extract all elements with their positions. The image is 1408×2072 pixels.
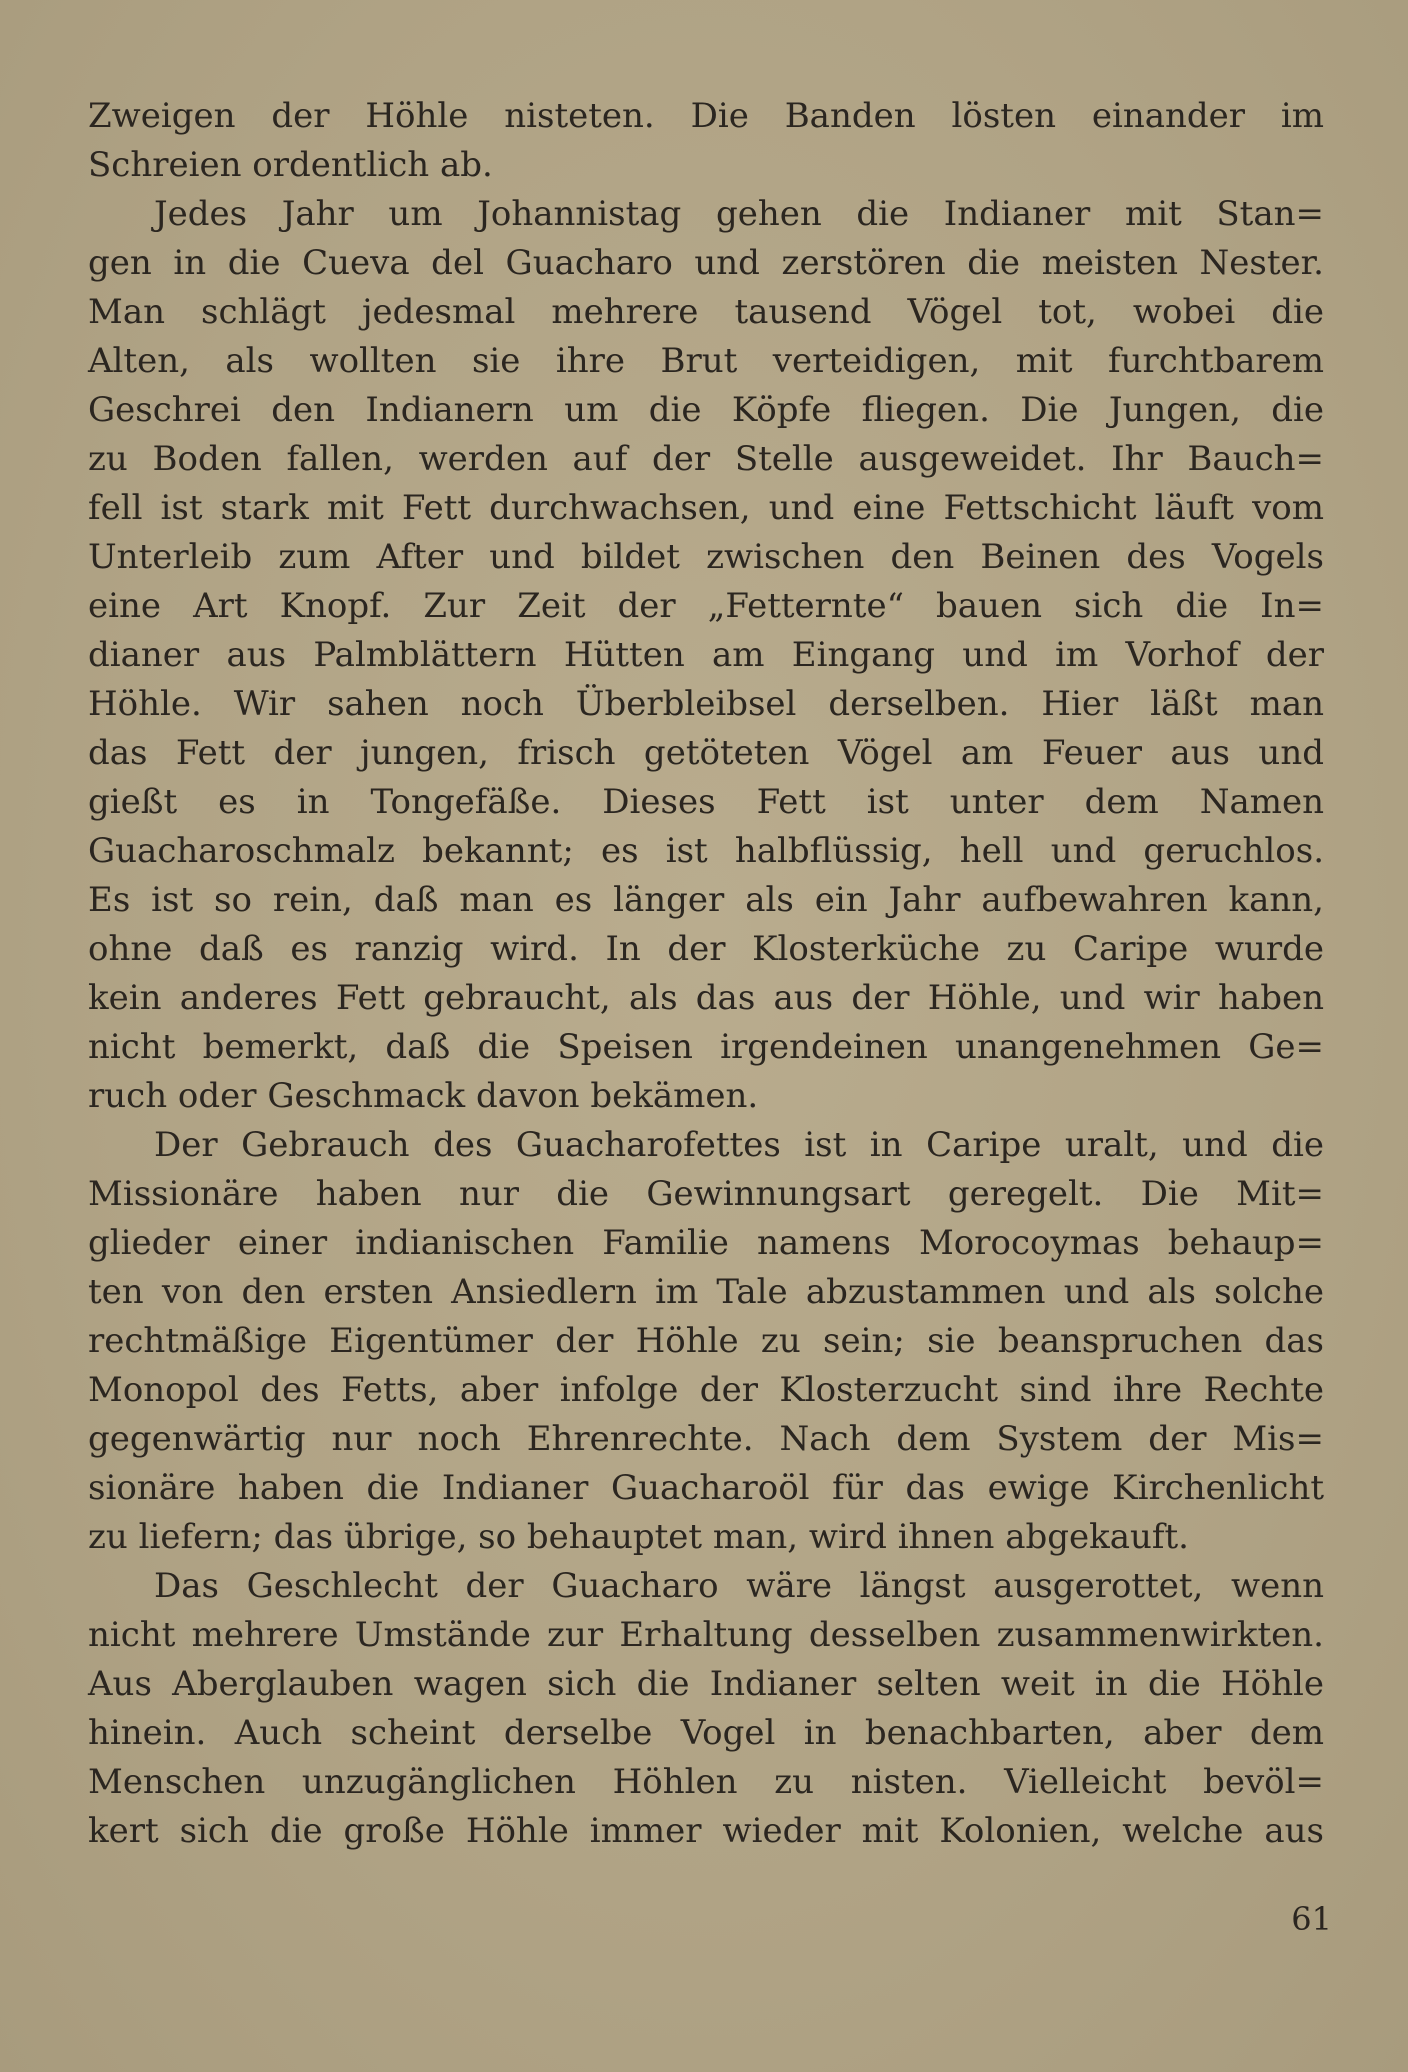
- text-line: Schreien ordentlich ab.: [88, 145, 493, 185]
- text-line: fell ist stark mit Fett durchwachsen, und eine Fettschicht läuft vom: [88, 488, 1324, 528]
- text-line: gegenwärtig nur noch Ehrenrechte. Nach dem System der Mis=: [88, 1419, 1324, 1459]
- text-line: ohne daß es ranzig wird. In der Klosterküche zu Caripe wurde: [88, 929, 1324, 969]
- text-line: gießt es in Tongefäße. Dieses Fett ist unter dem Namen: [88, 782, 1324, 822]
- text-line: Man schlägt jedesmal mehrere tausend Vögel tot, wobei die: [88, 292, 1324, 332]
- body-text: [88, 92, 1324, 1856]
- page-number: 61: [1291, 1900, 1332, 1938]
- text-line: rechtmäßige Eigentümer der Höhle zu sein; sie beanspruchen das: [88, 1321, 1324, 1361]
- text-line: dianer aus Palmblättern Hütten am Eingang und im Vorhof der: [88, 635, 1324, 675]
- text-line: sionäre haben die Indianer Guacharoöl für das ewige Kirchenlicht: [88, 1468, 1324, 1508]
- text-line: Es ist so rein, daß man es länger als ein Jahr aufbewahren kann,: [88, 880, 1324, 920]
- text-line: Geschrei den Indianern um die Köpfe fliegen. Die Jungen, die: [88, 390, 1324, 430]
- text-line: Höhle. Wir sahen noch Überbleibsel derselben. Hier läßt man: [88, 684, 1324, 724]
- text-line: ten von den ersten Ansiedlern im Tale abzustammen und als solche: [88, 1272, 1324, 1312]
- text-line: Monopol des Fetts, aber infolge der Klosterzucht sind ihre Rechte: [88, 1370, 1324, 1410]
- text-line: Guacharoschmalz bekannt; es ist halbflüssig, hell und geruchlos.: [88, 831, 1324, 871]
- text-line: hinein. Auch scheint derselbe Vogel in benachbarten, aber dem: [88, 1713, 1324, 1753]
- text-line: Menschen unzugänglichen Höhlen zu nisten. Vielleicht bevöl=: [88, 1762, 1324, 1802]
- text-line: zu liefern; das übrige, so behauptet man, wird ihnen abgekauft.: [88, 1517, 1189, 1557]
- text-line: Aus Aberglauben wagen sich die Indianer selten weit in die Höhle: [88, 1664, 1324, 1704]
- text-line: kert sich die große Höhle immer wieder mit Kolonien, welche aus: [88, 1811, 1324, 1851]
- text-line: ruch oder Geschmack davon bekämen.: [88, 1076, 759, 1116]
- text-line: nicht bemerkt, daß die Speisen irgendeinen unangenehmen Ge=: [88, 1027, 1324, 1067]
- text-line: Das Geschlecht der Guacharo wäre längst ausgerottet, wenn: [154, 1566, 1324, 1606]
- text-line: Unterleib zum After und bildet zwischen den Beinen des Vogels: [88, 537, 1324, 577]
- text-line: zu Boden fallen, werden auf der Stelle ausgeweidet. Ihr Bauch=: [88, 439, 1324, 479]
- text-line: Missionäre haben nur die Gewinnungsart geregelt. Die Mit=: [88, 1174, 1324, 1214]
- text-line: Jedes Jahr um Johannistag gehen die Indianer mit Stan=: [154, 194, 1324, 234]
- text-line: Alten, als wollten sie ihre Brut verteidigen, mit furchtbarem: [88, 341, 1324, 381]
- text-line: das Fett der jungen, frisch getöteten Vögel am Feuer aus und: [88, 733, 1324, 773]
- text-line: kein anderes Fett gebraucht, als das aus der Höhle, und wir haben: [88, 978, 1324, 1018]
- text-line: eine Art Knopf. Zur Zeit der „Fetternte“ bauen sich die In=: [88, 586, 1324, 626]
- text-line: nicht mehrere Umstände zur Erhaltung desselben zusammenwirkten.: [88, 1615, 1324, 1655]
- text-line: gen in die Cueva del Guacharo und zerstören die meisten Nester.: [88, 243, 1324, 283]
- text-line: Zweigen der Höhle nisteten. Die Banden lösten einander im: [88, 96, 1324, 136]
- text-line: Der Gebrauch des Guacharofettes ist in Caripe uralt, und die: [154, 1125, 1324, 1165]
- text-line: glieder einer indianischen Familie namens Morocoymas behaup=: [88, 1223, 1324, 1263]
